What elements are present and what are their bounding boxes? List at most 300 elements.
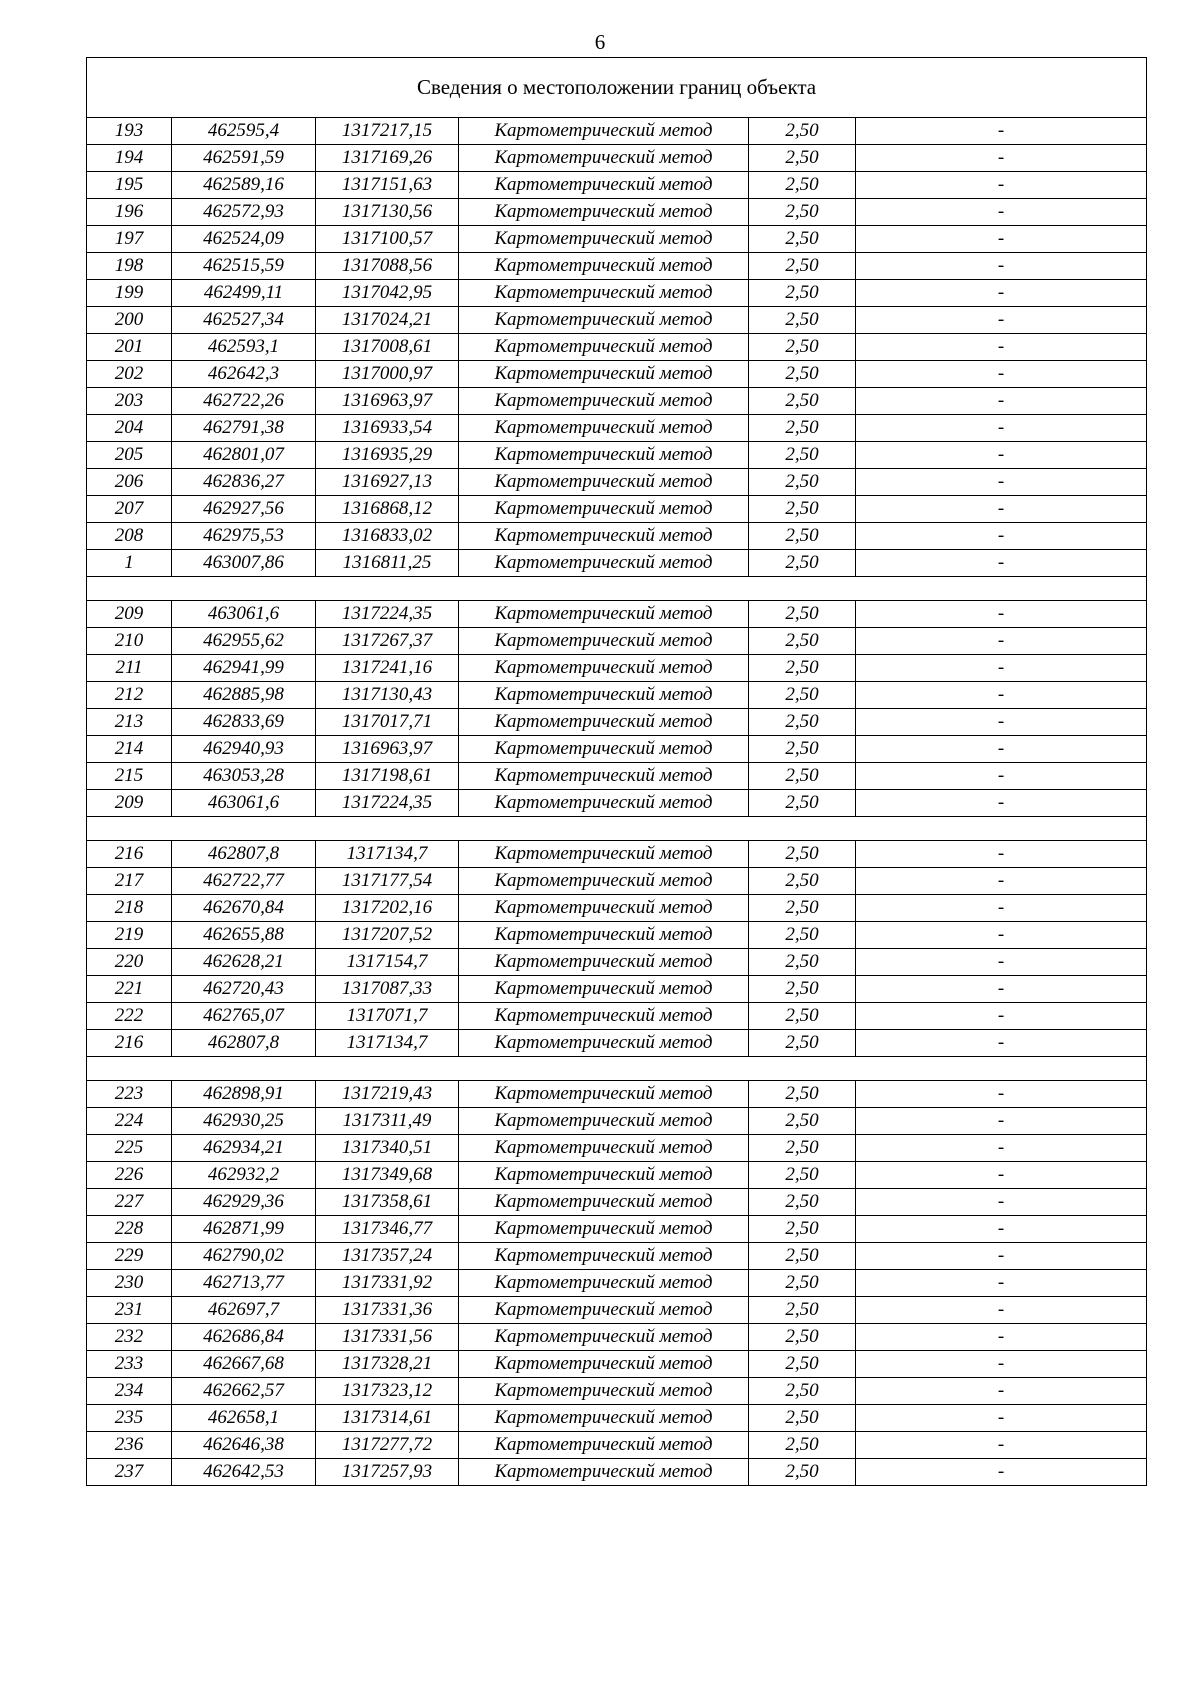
contour-separator-row (87, 1057, 1147, 1081)
method-cell: Картометрический метод (459, 736, 749, 763)
x-coordinate-cell: 462807,8 (172, 841, 316, 868)
accuracy-cell: 2,50 (749, 226, 856, 253)
point-number-cell: 225 (87, 1135, 172, 1162)
table-title: Сведения о местоположении границ объекта (87, 58, 1147, 118)
accuracy-cell: 2,50 (749, 1297, 856, 1324)
x-coordinate-cell: 462927,56 (172, 496, 316, 523)
note-cell: - (856, 442, 1147, 469)
method-cell: Картометрический метод (459, 976, 749, 1003)
y-coordinate-cell: 1317154,7 (316, 949, 459, 976)
point-number-cell: 202 (87, 361, 172, 388)
accuracy-cell: 2,50 (749, 1108, 856, 1135)
table-row (87, 763, 1147, 790)
method-cell: Картометрический метод (459, 1081, 749, 1108)
method-cell: Картометрический метод (459, 763, 749, 790)
accuracy-cell: 2,50 (749, 790, 856, 817)
point-number-cell: 216 (87, 1030, 172, 1057)
x-coordinate-cell: 462801,07 (172, 442, 316, 469)
point-number-cell: 197 (87, 226, 172, 253)
y-coordinate-cell: 1317311,49 (316, 1108, 459, 1135)
x-coordinate-cell: 462527,34 (172, 307, 316, 334)
point-number-cell: 222 (87, 1003, 172, 1030)
method-cell: Картометрический метод (459, 709, 749, 736)
y-coordinate-cell: 1317224,35 (316, 601, 459, 628)
accuracy-cell: 2,50 (749, 1003, 856, 1030)
x-coordinate-cell: 462595,4 (172, 118, 316, 145)
method-cell: Картометрический метод (459, 628, 749, 655)
point-number-cell: 231 (87, 1297, 172, 1324)
note-cell: - (856, 1405, 1147, 1432)
accuracy-cell: 2,50 (749, 1432, 856, 1459)
table-title-row (87, 58, 1147, 118)
point-number-cell: 216 (87, 841, 172, 868)
y-coordinate-cell: 1317134,7 (316, 1030, 459, 1057)
note-cell: - (856, 1216, 1147, 1243)
point-number-cell: 224 (87, 1108, 172, 1135)
method-cell: Картометрический метод (459, 868, 749, 895)
point-number-cell: 228 (87, 1216, 172, 1243)
accuracy-cell: 2,50 (749, 601, 856, 628)
y-coordinate-cell: 1317130,56 (316, 199, 459, 226)
accuracy-cell: 2,50 (749, 415, 856, 442)
y-coordinate-cell: 1317241,16 (316, 655, 459, 682)
y-coordinate-cell: 1317314,61 (316, 1405, 459, 1432)
accuracy-cell: 2,50 (749, 1459, 856, 1486)
accuracy-cell: 2,50 (749, 628, 856, 655)
accuracy-cell: 2,50 (749, 1216, 856, 1243)
y-coordinate-cell: 1317207,52 (316, 922, 459, 949)
point-number-cell: 230 (87, 1270, 172, 1297)
y-coordinate-cell: 1316933,54 (316, 415, 459, 442)
point-number-cell: 215 (87, 763, 172, 790)
method-cell: Картометрический метод (459, 226, 749, 253)
accuracy-cell: 2,50 (749, 841, 856, 868)
point-number-cell: 217 (87, 868, 172, 895)
y-coordinate-cell: 1316963,97 (316, 736, 459, 763)
y-coordinate-cell: 1317331,36 (316, 1297, 459, 1324)
table-row (87, 1432, 1147, 1459)
y-coordinate-cell: 1316927,13 (316, 469, 459, 496)
method-cell: Картометрический метод (459, 1459, 749, 1486)
point-number-cell: 194 (87, 145, 172, 172)
point-number-cell: 201 (87, 334, 172, 361)
method-cell: Картометрический метод (459, 1297, 749, 1324)
point-number-cell: 193 (87, 118, 172, 145)
note-cell: - (856, 763, 1147, 790)
table-row (87, 1030, 1147, 1057)
y-coordinate-cell: 1316935,29 (316, 442, 459, 469)
note-cell: - (856, 895, 1147, 922)
method-cell: Картометрический метод (459, 280, 749, 307)
note-cell: - (856, 1003, 1147, 1030)
point-number-cell: 209 (87, 601, 172, 628)
method-cell: Картометрический метод (459, 442, 749, 469)
table-row (87, 1243, 1147, 1270)
accuracy-cell: 2,50 (749, 1030, 856, 1057)
accuracy-cell: 2,50 (749, 1189, 856, 1216)
note-cell: - (856, 226, 1147, 253)
method-cell: Картометрический метод (459, 145, 749, 172)
table-row (87, 307, 1147, 334)
table-row (87, 976, 1147, 1003)
accuracy-cell: 2,50 (749, 280, 856, 307)
x-coordinate-cell: 462713,77 (172, 1270, 316, 1297)
table-row (87, 709, 1147, 736)
y-coordinate-cell: 1317000,97 (316, 361, 459, 388)
note-cell: - (856, 1135, 1147, 1162)
method-cell: Картометрический метод (459, 496, 749, 523)
y-coordinate-cell: 1317134,7 (316, 841, 459, 868)
table-row (87, 1351, 1147, 1378)
x-coordinate-cell: 462589,16 (172, 172, 316, 199)
point-number-cell: 208 (87, 523, 172, 550)
accuracy-cell: 2,50 (749, 922, 856, 949)
accuracy-cell: 2,50 (749, 895, 856, 922)
note-cell: - (856, 1324, 1147, 1351)
note-cell: - (856, 841, 1147, 868)
table-row (87, 1378, 1147, 1405)
point-number-cell: 226 (87, 1162, 172, 1189)
table-row (87, 253, 1147, 280)
table-row (87, 226, 1147, 253)
table-row (87, 1081, 1147, 1108)
point-number-cell: 205 (87, 442, 172, 469)
table-body (87, 58, 1147, 1486)
point-number-cell: 199 (87, 280, 172, 307)
x-coordinate-cell: 462930,25 (172, 1108, 316, 1135)
method-cell: Картометрический метод (459, 1216, 749, 1243)
table-row (87, 790, 1147, 817)
table-row (87, 895, 1147, 922)
x-coordinate-cell: 462642,53 (172, 1459, 316, 1486)
y-coordinate-cell: 1317071,7 (316, 1003, 459, 1030)
note-cell: - (856, 496, 1147, 523)
method-cell: Картометрический метод (459, 682, 749, 709)
x-coordinate-cell: 462790,02 (172, 1243, 316, 1270)
note-cell: - (856, 1243, 1147, 1270)
accuracy-cell: 2,50 (749, 145, 856, 172)
point-number-cell: 233 (87, 1351, 172, 1378)
y-coordinate-cell: 1317328,21 (316, 1351, 459, 1378)
x-coordinate-cell: 462697,7 (172, 1297, 316, 1324)
point-number-cell: 210 (87, 628, 172, 655)
table-row (87, 1405, 1147, 1432)
y-coordinate-cell: 1317224,35 (316, 790, 459, 817)
point-number-cell: 196 (87, 199, 172, 226)
point-number-cell: 227 (87, 1189, 172, 1216)
x-coordinate-cell: 463053,28 (172, 763, 316, 790)
note-cell: - (856, 976, 1147, 1003)
y-coordinate-cell: 1317331,92 (316, 1270, 459, 1297)
note-cell: - (856, 628, 1147, 655)
contour-separator-cell (87, 1057, 1147, 1081)
table-row (87, 1216, 1147, 1243)
x-coordinate-cell: 462642,3 (172, 361, 316, 388)
y-coordinate-cell: 1317017,71 (316, 709, 459, 736)
table-row (87, 280, 1147, 307)
table-row (87, 172, 1147, 199)
method-cell: Картометрический метод (459, 550, 749, 577)
x-coordinate-cell: 463061,6 (172, 601, 316, 628)
method-cell: Картометрический метод (459, 334, 749, 361)
method-cell: Картометрический метод (459, 841, 749, 868)
point-number-cell: 206 (87, 469, 172, 496)
table-row (87, 1108, 1147, 1135)
point-number-cell: 195 (87, 172, 172, 199)
table-row (87, 841, 1147, 868)
x-coordinate-cell: 462646,38 (172, 1432, 316, 1459)
point-number-cell: 211 (87, 655, 172, 682)
accuracy-cell: 2,50 (749, 709, 856, 736)
accuracy-cell: 2,50 (749, 976, 856, 1003)
x-coordinate-cell: 462898,91 (172, 1081, 316, 1108)
y-coordinate-cell: 1316811,25 (316, 550, 459, 577)
table-row (87, 601, 1147, 628)
y-coordinate-cell: 1317008,61 (316, 334, 459, 361)
y-coordinate-cell: 1317202,16 (316, 895, 459, 922)
x-coordinate-cell: 462932,2 (172, 1162, 316, 1189)
method-cell: Картометрический метод (459, 199, 749, 226)
point-number-cell: 200 (87, 307, 172, 334)
table-row (87, 145, 1147, 172)
accuracy-cell: 2,50 (749, 361, 856, 388)
y-coordinate-cell: 1317088,56 (316, 253, 459, 280)
y-coordinate-cell: 1317331,56 (316, 1324, 459, 1351)
method-cell: Картометрический метод (459, 1351, 749, 1378)
y-coordinate-cell: 1317349,68 (316, 1162, 459, 1189)
note-cell: - (856, 199, 1147, 226)
table-row (87, 736, 1147, 763)
x-coordinate-cell: 462929,36 (172, 1189, 316, 1216)
note-cell: - (856, 1459, 1147, 1486)
y-coordinate-cell: 1317169,26 (316, 145, 459, 172)
x-coordinate-cell: 462955,62 (172, 628, 316, 655)
x-coordinate-cell: 462765,07 (172, 1003, 316, 1030)
method-cell: Картометрический метод (459, 253, 749, 280)
x-coordinate-cell: 462807,8 (172, 1030, 316, 1057)
method-cell: Картометрический метод (459, 1189, 749, 1216)
accuracy-cell: 2,50 (749, 763, 856, 790)
accuracy-cell: 2,50 (749, 199, 856, 226)
note-cell: - (856, 253, 1147, 280)
boundary-table-container (86, 57, 1146, 1486)
table-row (87, 628, 1147, 655)
contour-separator-row (87, 577, 1147, 601)
table-row (87, 1270, 1147, 1297)
note-cell: - (856, 601, 1147, 628)
x-coordinate-cell: 462572,93 (172, 199, 316, 226)
method-cell: Картометрический метод (459, 172, 749, 199)
note-cell: - (856, 1081, 1147, 1108)
table-row (87, 922, 1147, 949)
x-coordinate-cell: 462871,99 (172, 1216, 316, 1243)
accuracy-cell: 2,50 (749, 736, 856, 763)
method-cell: Картометрический метод (459, 1030, 749, 1057)
note-cell: - (856, 172, 1147, 199)
method-cell: Картометрический метод (459, 1405, 749, 1432)
accuracy-cell: 2,50 (749, 253, 856, 280)
accuracy-cell: 2,50 (749, 172, 856, 199)
x-coordinate-cell: 462722,26 (172, 388, 316, 415)
table-row (87, 334, 1147, 361)
x-coordinate-cell: 462722,77 (172, 868, 316, 895)
table-row (87, 523, 1147, 550)
method-cell: Картометрический метод (459, 655, 749, 682)
table-row (87, 1459, 1147, 1486)
accuracy-cell: 2,50 (749, 523, 856, 550)
contour-separator-cell (87, 577, 1147, 601)
note-cell: - (856, 388, 1147, 415)
point-number-cell: 229 (87, 1243, 172, 1270)
x-coordinate-cell: 462833,69 (172, 709, 316, 736)
point-number-cell: 1 (87, 550, 172, 577)
method-cell: Картометрический метод (459, 949, 749, 976)
accuracy-cell: 2,50 (749, 1081, 856, 1108)
point-number-cell: 223 (87, 1081, 172, 1108)
x-coordinate-cell: 462655,88 (172, 922, 316, 949)
x-coordinate-cell: 462662,57 (172, 1378, 316, 1405)
method-cell: Картометрический метод (459, 361, 749, 388)
y-coordinate-cell: 1317100,57 (316, 226, 459, 253)
note-cell: - (856, 1162, 1147, 1189)
point-number-cell: 234 (87, 1378, 172, 1405)
x-coordinate-cell: 462940,93 (172, 736, 316, 763)
x-coordinate-cell: 462686,84 (172, 1324, 316, 1351)
note-cell: - (856, 1108, 1147, 1135)
method-cell: Картометрический метод (459, 1270, 749, 1297)
method-cell: Картометрический метод (459, 388, 749, 415)
note-cell: - (856, 1378, 1147, 1405)
method-cell: Картометрический метод (459, 1135, 749, 1162)
y-coordinate-cell: 1316963,97 (316, 388, 459, 415)
note-cell: - (856, 868, 1147, 895)
page-number: 6 (594, 30, 606, 54)
accuracy-cell: 2,50 (749, 1243, 856, 1270)
method-cell: Картометрический метод (459, 1378, 749, 1405)
table-row (87, 118, 1147, 145)
method-cell: Картометрический метод (459, 922, 749, 949)
x-coordinate-cell: 462515,59 (172, 253, 316, 280)
y-coordinate-cell: 1317198,61 (316, 763, 459, 790)
x-coordinate-cell: 463061,6 (172, 790, 316, 817)
method-cell: Картометрический метод (459, 1324, 749, 1351)
table-row (87, 550, 1147, 577)
y-coordinate-cell: 1317358,61 (316, 1189, 459, 1216)
note-cell: - (856, 922, 1147, 949)
note-cell: - (856, 415, 1147, 442)
note-cell: - (856, 469, 1147, 496)
note-cell: - (856, 709, 1147, 736)
y-coordinate-cell: 1317042,95 (316, 280, 459, 307)
accuracy-cell: 2,50 (749, 1270, 856, 1297)
method-cell: Картометрический метод (459, 1003, 749, 1030)
y-coordinate-cell: 1317340,51 (316, 1135, 459, 1162)
point-number-cell: 220 (87, 949, 172, 976)
y-coordinate-cell: 1317217,15 (316, 118, 459, 145)
x-coordinate-cell: 462499,11 (172, 280, 316, 307)
table-row (87, 199, 1147, 226)
point-number-cell: 198 (87, 253, 172, 280)
note-cell: - (856, 1432, 1147, 1459)
table-row (87, 1162, 1147, 1189)
x-coordinate-cell: 462628,21 (172, 949, 316, 976)
note-cell: - (856, 118, 1147, 145)
y-coordinate-cell: 1317087,33 (316, 976, 459, 1003)
x-coordinate-cell: 462524,09 (172, 226, 316, 253)
note-cell: - (856, 334, 1147, 361)
accuracy-cell: 2,50 (749, 1351, 856, 1378)
note-cell: - (856, 523, 1147, 550)
contour-separator-row (87, 817, 1147, 841)
x-coordinate-cell: 462667,68 (172, 1351, 316, 1378)
point-number-cell: 219 (87, 922, 172, 949)
note-cell: - (856, 280, 1147, 307)
note-cell: - (856, 682, 1147, 709)
note-cell: - (856, 1351, 1147, 1378)
y-coordinate-cell: 1317267,37 (316, 628, 459, 655)
point-number-cell: 203 (87, 388, 172, 415)
x-coordinate-cell: 462658,1 (172, 1405, 316, 1432)
accuracy-cell: 2,50 (749, 118, 856, 145)
table-row (87, 442, 1147, 469)
table-row (87, 682, 1147, 709)
table-row (87, 415, 1147, 442)
accuracy-cell: 2,50 (749, 388, 856, 415)
method-cell: Картометрический метод (459, 469, 749, 496)
accuracy-cell: 2,50 (749, 1405, 856, 1432)
point-number-cell: 214 (87, 736, 172, 763)
y-coordinate-cell: 1317024,21 (316, 307, 459, 334)
point-number-cell: 218 (87, 895, 172, 922)
note-cell: - (856, 736, 1147, 763)
note-cell: - (856, 1270, 1147, 1297)
y-coordinate-cell: 1317257,93 (316, 1459, 459, 1486)
method-cell: Картометрический метод (459, 895, 749, 922)
y-coordinate-cell: 1317130,43 (316, 682, 459, 709)
accuracy-cell: 2,50 (749, 334, 856, 361)
table-row (87, 496, 1147, 523)
point-number-cell: 212 (87, 682, 172, 709)
x-coordinate-cell: 462941,99 (172, 655, 316, 682)
method-cell: Картометрический метод (459, 118, 749, 145)
accuracy-cell: 2,50 (749, 1378, 856, 1405)
table-row (87, 655, 1147, 682)
point-number-cell: 213 (87, 709, 172, 736)
x-coordinate-cell: 462975,53 (172, 523, 316, 550)
accuracy-cell: 2,50 (749, 550, 856, 577)
method-cell: Картометрический метод (459, 1108, 749, 1135)
x-coordinate-cell: 462670,84 (172, 895, 316, 922)
table-row (87, 361, 1147, 388)
accuracy-cell: 2,50 (749, 868, 856, 895)
y-coordinate-cell: 1316868,12 (316, 496, 459, 523)
note-cell: - (856, 307, 1147, 334)
table-row (87, 469, 1147, 496)
x-coordinate-cell: 462720,43 (172, 976, 316, 1003)
method-cell: Картометрический метод (459, 1432, 749, 1459)
table-row (87, 388, 1147, 415)
accuracy-cell: 2,50 (749, 442, 856, 469)
x-coordinate-cell: 462791,38 (172, 415, 316, 442)
accuracy-cell: 2,50 (749, 682, 856, 709)
note-cell: - (856, 790, 1147, 817)
table-row (87, 1297, 1147, 1324)
note-cell: - (856, 550, 1147, 577)
point-number-cell: 235 (87, 1405, 172, 1432)
x-coordinate-cell: 462836,27 (172, 469, 316, 496)
y-coordinate-cell: 1317357,24 (316, 1243, 459, 1270)
x-coordinate-cell: 463007,86 (172, 550, 316, 577)
